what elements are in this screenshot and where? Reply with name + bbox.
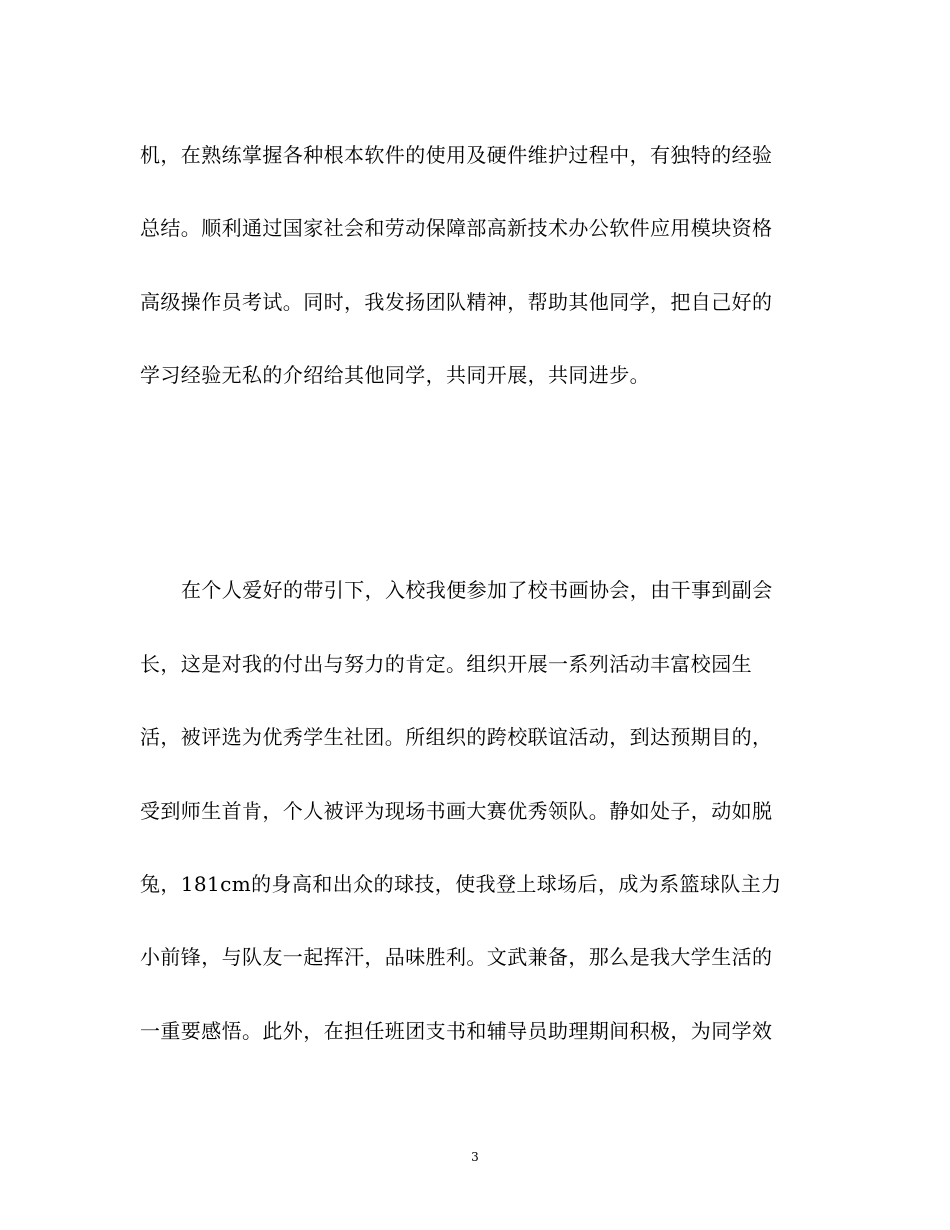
paragraph-1-line-4: 学习经验无私的介绍给其他同学，共同开展，共同进步。 [140, 363, 650, 387]
page-number: 3 [471, 1150, 479, 1164]
paragraph-2-line-3: 活，被评选为优秀学生社团。所组织的跨校联谊活动，到达预期目的， [140, 725, 773, 749]
paragraph-1-line-1: 机，在熟练掌握各种根本软件的使用及硬件维护过程中，有独特的经验 [140, 143, 773, 167]
paragraph-2-line-4: 受到师生首肯，个人被评为现场书画大赛优秀领队。静如处子，动如脱 [140, 799, 773, 823]
paragraph-2-line-5: 兔，181cm的身高和出众的球技，使我登上球场后，成为系篮球队主力 [140, 872, 782, 896]
paragraph-2-line-6: 小前锋，与队友一起挥汗，品味胜利。文武兼备，那么是我大学生活的 [140, 945, 773, 969]
paragraph-2-line-1: 在个人爱好的带引下，入校我便参加了校书画协会，由干事到副会 [181, 578, 773, 602]
paragraph-1-line-2: 总结。顺利通过国家社会和劳动保障部高新技术办公软件应用模块资格 [140, 216, 773, 240]
paragraph-2-line-2: 长，这是对我的付出与努力的肯定。组织开展一系列活动丰富校园生 [140, 652, 752, 676]
paragraph-1-line-3: 高级操作员考试。同时，我发扬团队精神，帮助其他同学，把自己好的 [140, 290, 773, 314]
paragraph-2-line-7: 一重要感悟。此外，在担任班团支书和辅导员助理期间积极，为同学效 [140, 1019, 773, 1043]
